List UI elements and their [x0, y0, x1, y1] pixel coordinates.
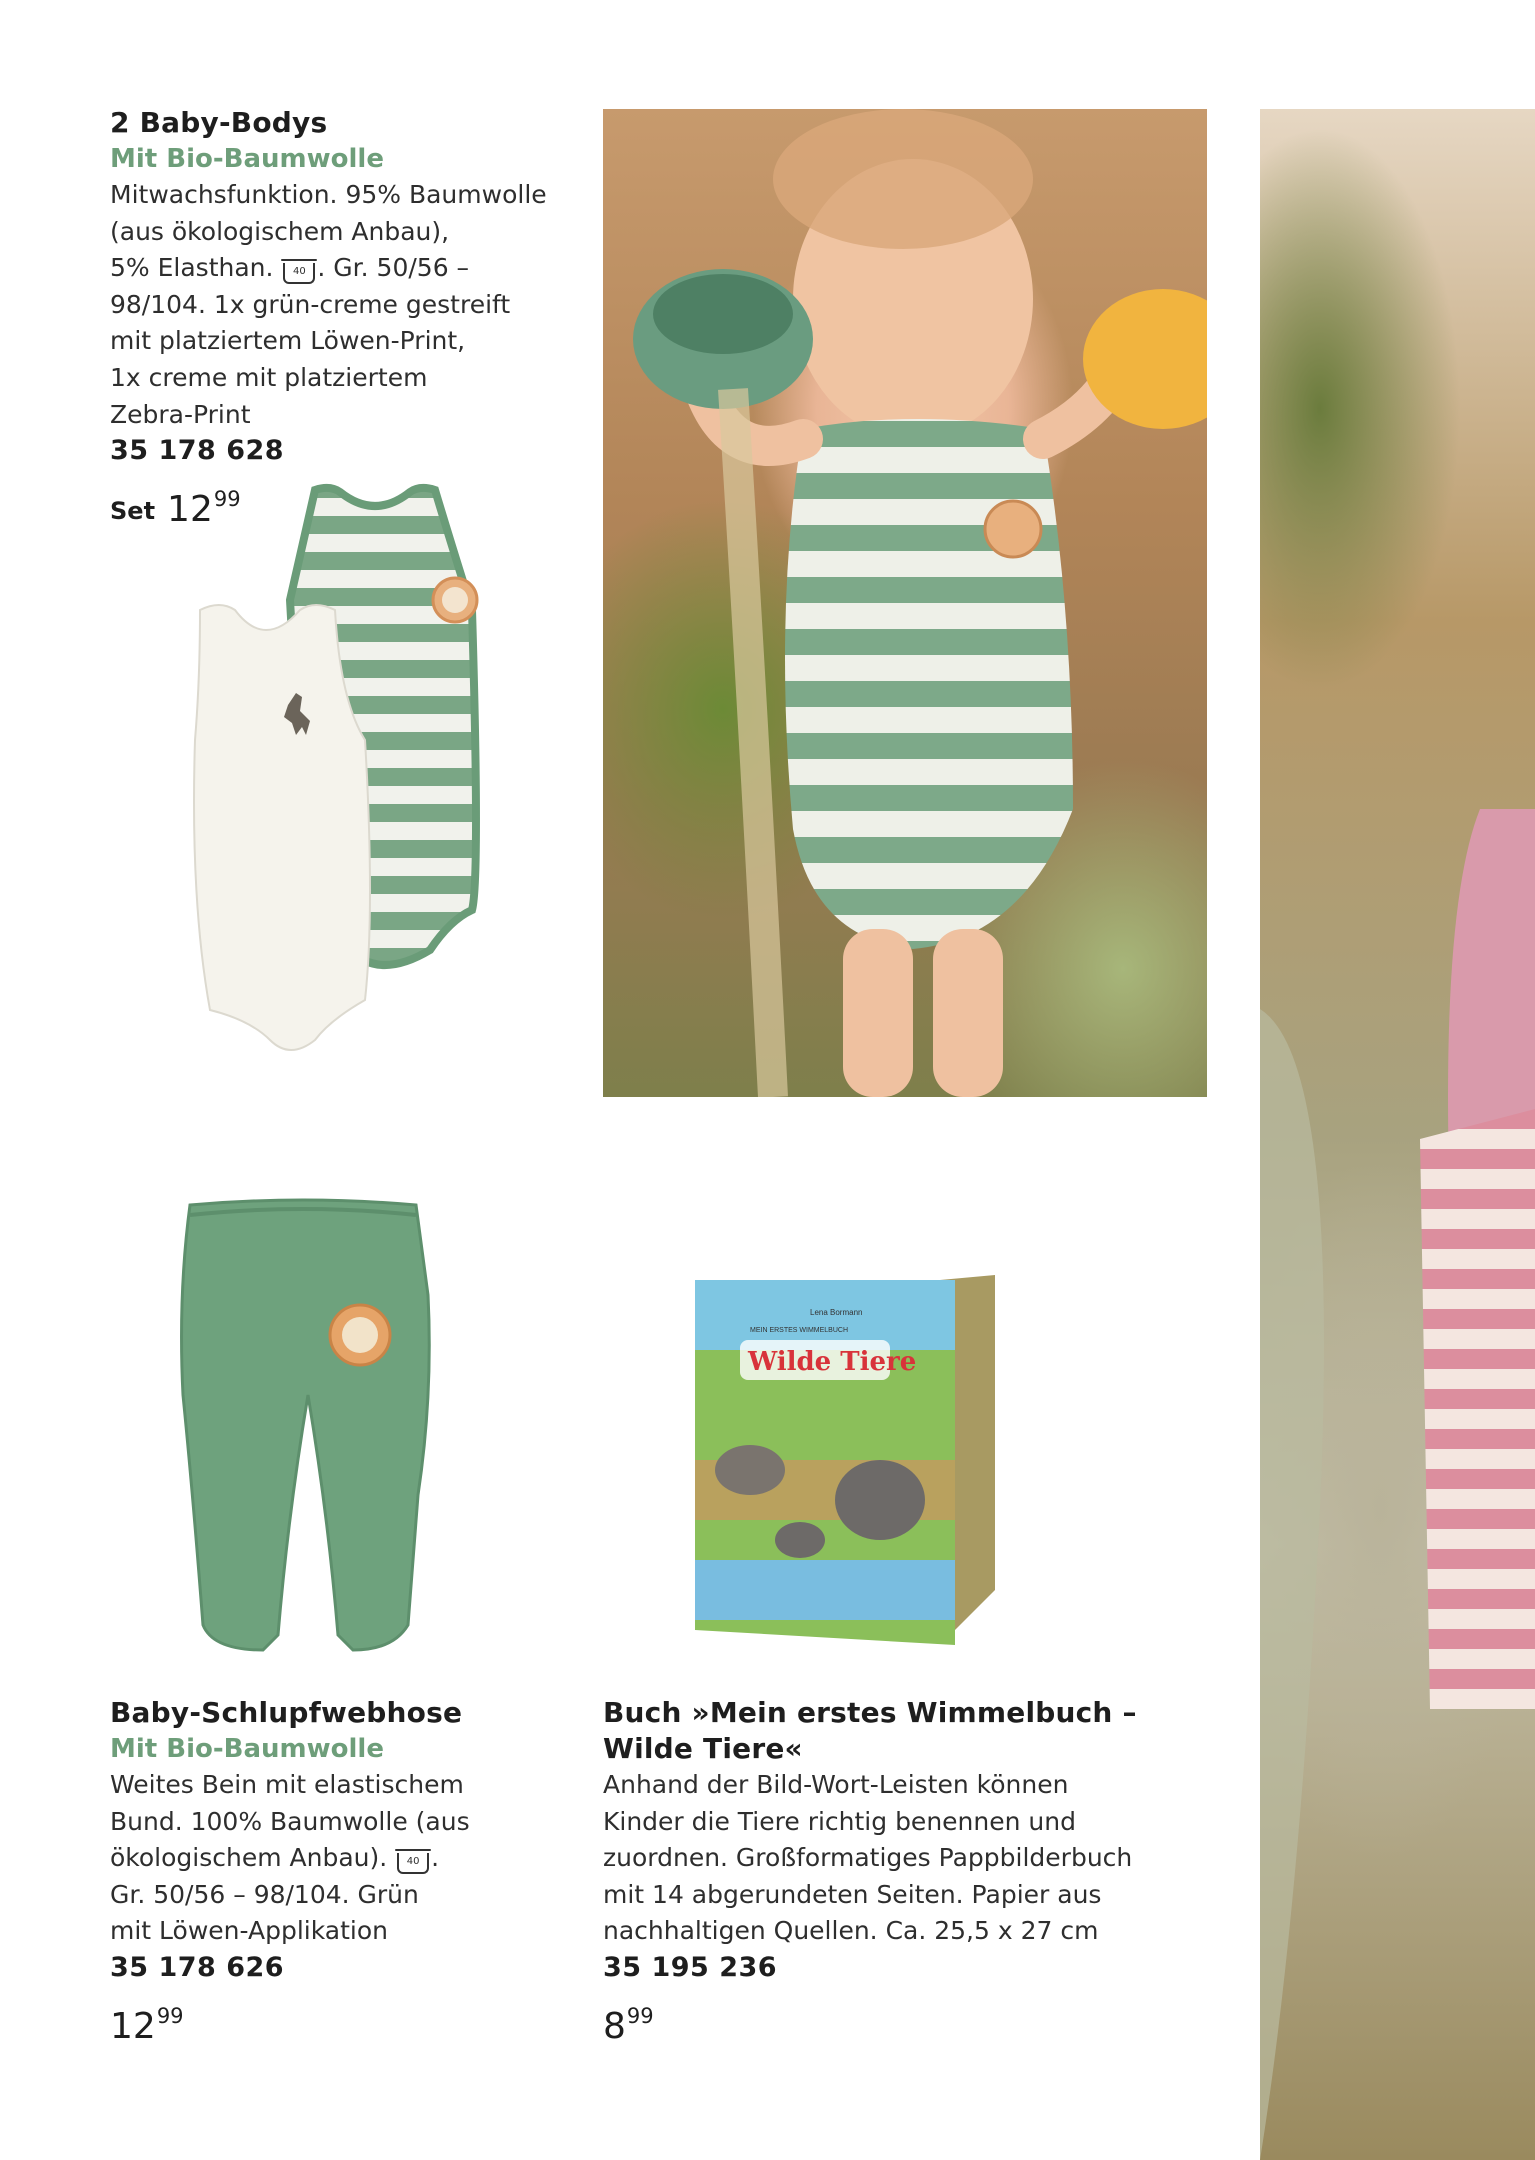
article-number: 35 178 626 — [110, 1951, 285, 1983]
bodysuits-image — [180, 480, 550, 1070]
product-title: Baby-Schlupfwebhose — [110, 1696, 463, 1729]
product-price: Set $12^{99}$ — [110, 487, 241, 531]
child-photo — [1260, 109, 1535, 2160]
article-number: 35 195 236 — [603, 1951, 778, 1983]
product-book — [603, 1695, 1233, 2049]
book-series: MEIN ERSTES WIMMELBUCH — [750, 1327, 849, 1334]
product-description: Weites Bein mit elastischem Bund. 100% Baumwolle (aus ökologischem Anbau). 40 . Gr. 50/56 – 98/104. Grün mit Löwen-Applikation — [110, 1770, 470, 1946]
book-cover-title: Wilde Tiere — [748, 1347, 917, 1377]
product-description: Mitwachsfunktion. 95% Baumwolle (aus ökologischem Anbau), 5% Elasthan. 40 . Gr. 50/56 – 98/104. 1x grün-creme gestreift mit platziertem Löwen-Print, 1x creme mit platziertem Zebra-Print — [110, 180, 547, 429]
article-number: 35 178 628 — [110, 435, 285, 467]
product-title: 2 Baby-Bodys — [110, 106, 328, 139]
baby-photo — [603, 109, 1207, 1097]
price-prefix: Set — [110, 497, 156, 526]
product-baby-bodys — [110, 105, 570, 533]
product-schlupfwebhose — [110, 1695, 570, 2049]
book-image — [690, 1270, 1010, 1660]
lion-applique-icon — [330, 1305, 390, 1365]
product-subtitle: Mit Bio-Baumwolle — [110, 1734, 384, 1764]
product-subtitle: Mit Bio-Baumwolle — [110, 144, 384, 174]
wash-40-icon: 40 — [397, 1853, 429, 1874]
product-description: Anhand der Bild-Wort-Leisten können Kinder die Tiere richtig benennen und zuordnen. Großformatiges Pappbilderbuch mit 14 abgerundeten Seiten. Papier aus nachhaltigen Quellen. Ca. 25,5 x 27 cm — [603, 1770, 1133, 1946]
product-title: Buch »Mein erstes Wimmelbuch – Wilde Tiere« — [603, 1696, 1137, 1765]
book-author: Lena Bormann — [810, 1308, 863, 1317]
product-price: $12^{99}$ — [110, 2003, 184, 2047]
wash-40-icon: 40 — [283, 263, 315, 284]
product-price: $8^{99}$ — [603, 2003, 654, 2047]
pants-image — [168, 1195, 438, 1665]
